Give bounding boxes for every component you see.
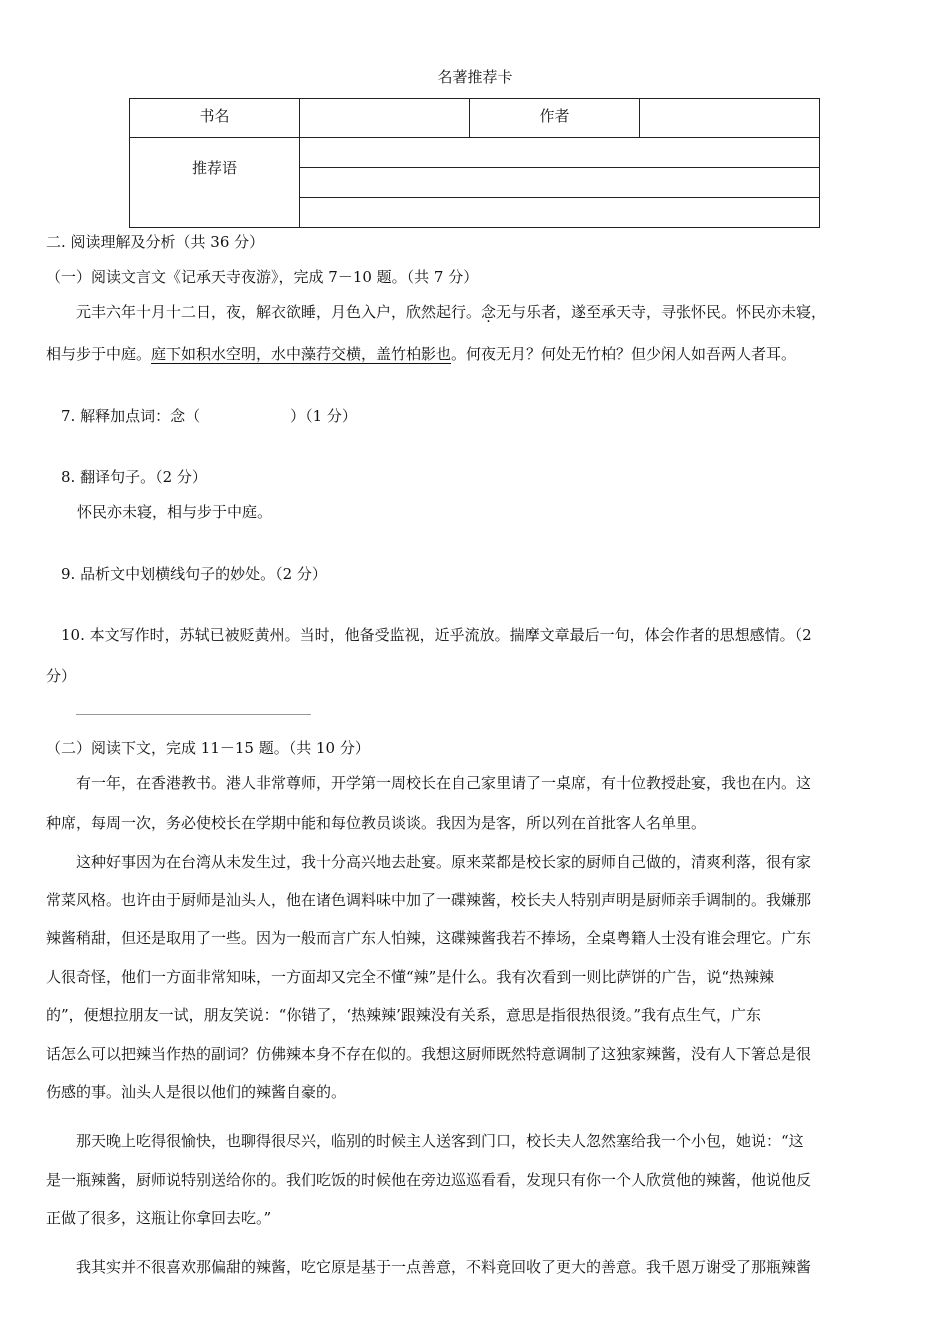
underlined-sentence: 庭下如积水空明，水中藻荇交横，盖竹柏影也: [151, 345, 452, 363]
essay-line: 话怎么可以把辣当作热的副词？仿佛辣本身不存在似的。我想这厨师既然特意调制了这独家辣酱，没有人下箸总是很: [46, 1045, 812, 1063]
recommend-label: 推荐语: [130, 138, 300, 228]
essay-line: 这种好事因为在台湾从未发生过，我十分高兴地去赴宴。原来菜都是校长家的厨师自己做的，清爽利落，很有家: [46, 853, 812, 871]
essay-line: 的”，便想拉朋友一试，朋友笑说：“你错了，‘热辣辣’跟辣没有关系，意思是指很热很烫。”我有点生气，广东: [46, 1006, 762, 1024]
book-name-field[interactable]: [300, 99, 470, 138]
question-10-line-1: 10. 本文写作时，苏轼已被贬黄州。当时，他备受监视，近乎流放。揣摩文章最后一句，体会作者的思想感情。（2: [61, 626, 812, 644]
answer-line[interactable]: [76, 714, 311, 715]
classical-text-line-2: [46, 343, 908, 365]
recommend-line-1[interactable]: [300, 138, 820, 168]
part1-heading: （一）阅读文言文《记承天寺夜游》，完成 7－10 题。（共 7 分）: [46, 268, 479, 286]
card-title: 名著推荐卡: [437, 68, 513, 86]
part2-heading: （二）阅读下文，完成 11－15 题。（共 10 分）: [46, 739, 370, 757]
text-segment: 元丰六年十月十二日，夜，解衣欲睡，月色入户，欣然起行。: [76, 303, 482, 321]
recommend-line-3[interactable]: [300, 198, 820, 228]
text-segment: 相与步于中庭。: [46, 345, 152, 363]
essay-line: 人很奇怪，他们一方面非常知味，一方面却又完全不懂“辣”是什么。我有次看到一则比萨饼的广告，说“热辣辣: [46, 968, 775, 986]
essay-line: 我其实并不很喜欢那偏甜的辣酱，吃它原是基于一点善意，不料竟回收了更大的善意。我千恩万谢受了那瓶辣酱: [46, 1258, 812, 1276]
classical-text-line-1: [46, 301, 908, 323]
essay-line: 是一瓶辣酱，厨师说特别送给你的。我们吃饭的时候他在旁边巡巡看看，发现只有你一个人欣赏他的辣酱，他说他反: [46, 1171, 812, 1189]
author-label: 作者: [470, 99, 640, 138]
question-8-sentence: 怀民亦未寝，相与步于中庭。: [77, 503, 273, 521]
essay-line: 有一年，在香港教书。港人非常尊师，开学第一周校长在自己家里请了一桌席，有十位教授赴宴，我也在内。这: [46, 774, 812, 792]
essay-line: 种席，每周一次，务必使校长在学期中能和每位教员谈谈。我因为是客，所以列在首批客人名单里。: [46, 814, 707, 832]
question-9: 9. 品析文中划横线句子的妙处。（2 分）: [61, 565, 327, 583]
essay-line: 辣酱稍甜，但还是取用了一些。因为一般而言广东人怕辣，这碟辣酱我若不捧场，全桌粤籍人士没有谁会理它。广东: [46, 929, 812, 947]
text-segment: 无与乐者，遂至承天寺，寻张怀民。怀民亦未寝，: [496, 303, 827, 321]
text-segment: 。何夜无月？何处无竹柏？但少闲人如吾两人者耳。: [451, 345, 797, 363]
dotted-word: 念: [481, 303, 497, 321]
question-8: 8. 翻译句子。（2 分）: [61, 468, 207, 486]
question-7: 7. 解释加点词：念（ ）（1 分）: [61, 407, 357, 425]
essay-line: 正做了很多，这瓶让你拿回去吃。”: [46, 1209, 272, 1227]
section-heading: 二. 阅读理解及分析（共 36 分）: [46, 233, 265, 251]
recommendation-card-table: [129, 98, 820, 228]
author-field[interactable]: [640, 99, 820, 138]
recommend-line-2[interactable]: [300, 168, 820, 198]
question-10-line-2: 分）: [46, 667, 77, 685]
essay-line: 那天晚上吃得很愉快，也聊得很尽兴，临别的时候主人送客到门口，校长夫人忽然塞给我一个小包，她说：“这: [46, 1132, 804, 1150]
book-name-label: 书名: [130, 99, 300, 138]
essay-line: 伤感的事。汕头人是很以他们的辣酱自豪的。: [46, 1083, 347, 1101]
essay-line: 常菜风格。也许由于厨师是汕头人，他在诸色调料味中加了一碟辣酱，校长夫人特别声明是厨师亲手调制的。我嫌那: [46, 891, 812, 909]
